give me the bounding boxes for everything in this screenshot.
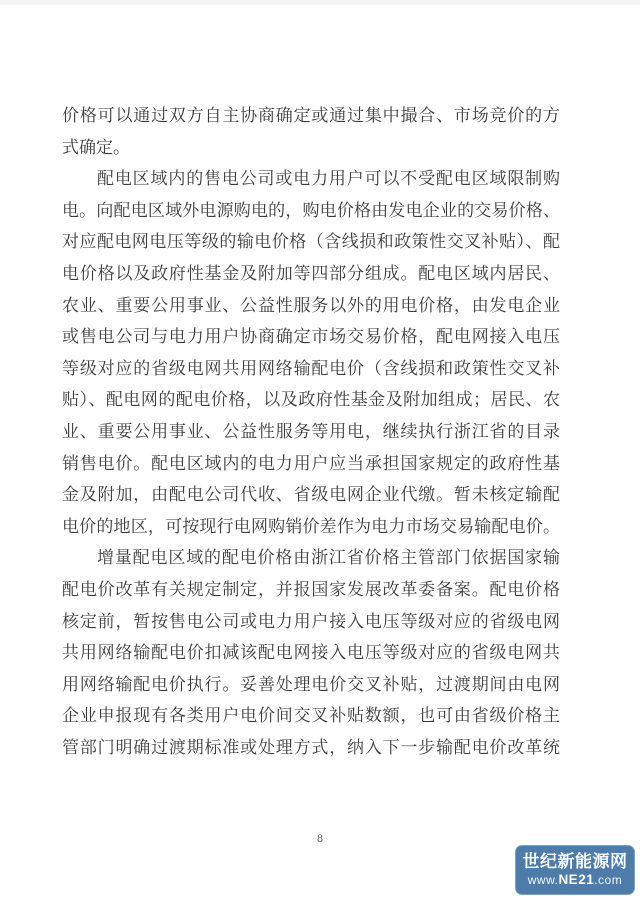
text-line: 式确定。 <box>62 137 130 157</box>
text-line: 等级对应的省级电网共用网络输配电价（含线损和政策性交叉补 <box>62 358 560 378</box>
text-line: 金及附加，由配电公司代收、省级电网企业代缴。暂未核定输配 <box>62 485 560 505</box>
text-line: 增量配电区域的配电价格由浙江省价格主管部门依据国家输 <box>97 548 560 568</box>
page-number: 8 <box>317 831 323 845</box>
watermark-url <box>528 872 622 888</box>
text-line: 核定前，暂按售电公司或电力用户接入电压等级对应的省级电网 <box>62 611 560 631</box>
text-line: 贴）、配电网的配电价格，以及政府性基金及附加组成；居民、农 <box>62 390 560 410</box>
text-line: 对应配电网电压等级的输电价格（含线损和政策性交叉补贴）、配 <box>62 232 560 252</box>
watermark-site-name: 世纪新能源网 <box>522 852 628 871</box>
text-line: 电价格以及政府性基金及附加等四部分组成。配电区域内居民、 <box>62 263 560 283</box>
watermark-url-prefix: www. <box>527 873 559 887</box>
text-line: 电。向配电区域外电源购电的，购电价格由发电企业的交易价格、 <box>62 200 560 220</box>
text-line: 配电区域内的售电公司或电力用户可以不受配电区域限制购 <box>97 169 560 189</box>
text-line: 企业申报现有各类用户电价间交叉补贴数额，也可由省级价格主 <box>62 706 560 726</box>
text-line: 管部门明确过渡期标准或处理方式，纳入下一步输配电价改革统 <box>62 737 560 757</box>
text-line: 价格可以通过双方自主协商确定或通过集中撮合、市场竞价的方 <box>62 106 560 125</box>
text-line: 或售电公司与电力用户协商确定市场交易价格，配电网接入电压 <box>62 327 560 347</box>
text-line: 农业、重要公用事业、公益性服务以外的用电价格，由发电企业 <box>62 295 560 315</box>
text-line: 销售电价。配电区域内的电力用户应当承担国家规定的政府性基 <box>62 453 560 473</box>
text-line: 配电价改革有关规定制定，并报国家发展改革委备案。配电价格 <box>62 579 560 599</box>
text-line: 共用网络输配电价扣减该配电网接入电压等级对应的省级电网共 <box>62 643 560 663</box>
watermark-url-suffix: .com <box>594 873 623 887</box>
page-top-edge-shading <box>0 0 640 5</box>
watermark-badge <box>515 845 635 895</box>
document-body <box>62 100 560 763</box>
watermark-url-brand: NE21 <box>558 872 595 887</box>
text-line: 业、重要公用事业、公益性服务等用电，继续执行浙江省的目录 <box>62 421 560 441</box>
text-line: 电价的地区，可按现行电网购销价差作为电力市场交易输配电价。 <box>62 516 560 536</box>
text-line: 用网络输配电价执行。妥善处理电价交叉补贴，过渡期间由电网 <box>62 674 560 694</box>
